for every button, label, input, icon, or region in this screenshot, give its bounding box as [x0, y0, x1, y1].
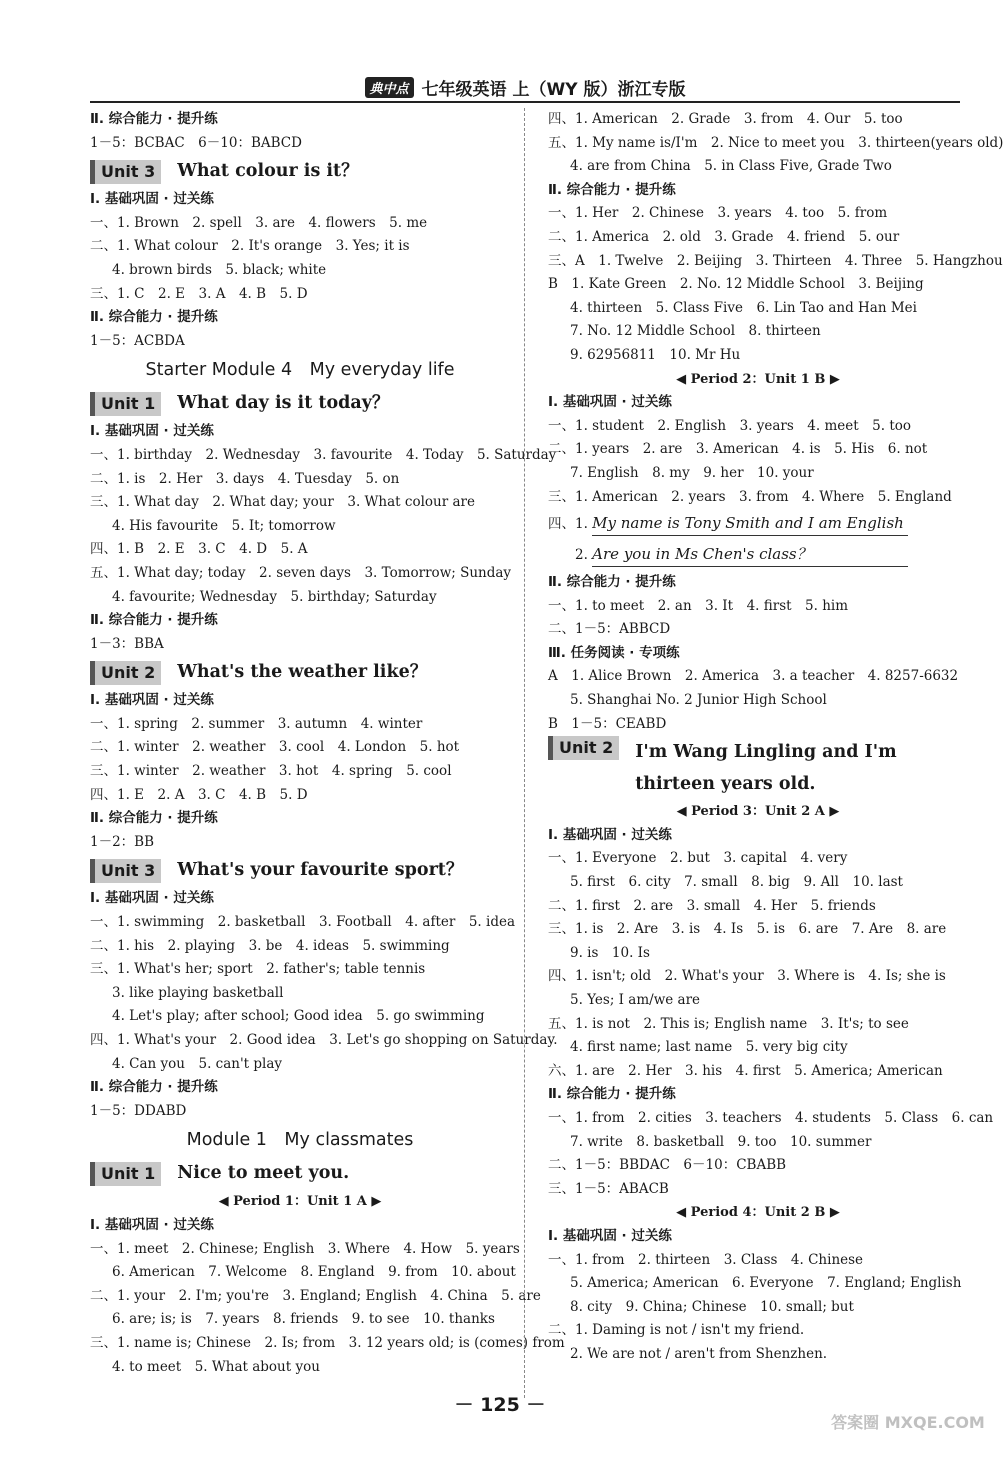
unit-title: What's your favourite sport？ — [177, 860, 464, 881]
answer-line: 三、1. is 2. Are 3. is 4. Is 5. is 6. are 7. Are 8. are — [548, 921, 947, 938]
answer-line: 一、1. student 2. English 3. years 4. meet 5. too — [548, 417, 912, 434]
section-heading: Ⅱ. 综合能力 · 提升练 — [548, 1086, 676, 1103]
module-heading: Starter Module 4 My everyday life — [145, 360, 455, 381]
period-heading: ◀ Period 1：Unit 1 A ▶ — [218, 1194, 382, 1210]
handwritten-sentence: Are you in Ms Chen's class？ — [592, 544, 908, 567]
handwritten-answer-line — [548, 509, 968, 540]
unit-tag: Unit 1 — [90, 1162, 161, 1186]
answer-number: 2. — [548, 547, 593, 564]
brand-logo: 典中点 — [365, 77, 414, 98]
section-heading: Ⅱ. 综合能力 · 提升练 — [90, 612, 218, 629]
site-watermark: 答案圈 MXQE.COM — [831, 1413, 985, 1432]
answer-line: 4. thirteen 5. Class Five 6. Lin Tao and Han Mei — [570, 299, 917, 316]
unit-title: Nice to meet you. — [177, 1163, 350, 1184]
answer-line: 二、1. is 2. Her 3. days 4. Tuesday 5. on — [90, 470, 400, 487]
module-heading: Module 1 My classmates — [186, 1130, 414, 1151]
answer-line: 六、1. are 2. Her 3. his 4. first 5. America; American — [548, 1062, 943, 1079]
answer-line: 2. We are not / aren't from Shenzhen. — [570, 1345, 828, 1362]
section-heading: Ⅱ. 综合能力 · 提升练 — [548, 574, 676, 591]
answer-line: 三、1. What's her; sport 2. father's; table tennis — [90, 961, 426, 978]
answer-line: 5. first 6. city 7. small 8. big 9. All 10. last — [570, 874, 903, 891]
section-heading: Ⅰ. 基础巩固 · 过关练 — [548, 1227, 672, 1244]
answer-line: 1－5：ACBDA — [90, 332, 185, 349]
unit-title: What colour is it？ — [177, 161, 359, 182]
answer-line: 三、1. American 2. years 3. from 4. Where 5. England — [548, 488, 952, 505]
unit-tag: Unit 1 — [90, 392, 161, 416]
unit-tag: Unit 2 — [90, 661, 161, 685]
handwritten-sentence: My name is Tony Smith and I am English — [592, 513, 908, 536]
answer-line: 四、1. isn't; old 2. What's your 3. Where is 4. Is; she is — [548, 968, 946, 985]
answer-line: 5. Shanghai No. 2 Junior High School — [570, 692, 827, 709]
answer-line: 三、1. winter 2. weather 3. hot 4. spring 5. cool — [90, 763, 452, 780]
answer-line: 四、1. American 2. Grade 3. from 4. Our 5. too — [548, 111, 903, 127]
answer-line: 4. brown birds 5. black; white — [112, 261, 327, 278]
answer-line: 一、1. to meet 2. an 3. It 4. first 5. him — [548, 597, 849, 614]
unit-tag: Unit 2 — [548, 736, 619, 760]
header-rule — [90, 101, 960, 103]
period-heading: ◀ Period 3：Unit 2 A ▶ — [676, 804, 840, 820]
answer-line: B 1. Kate Green 2. No. 12 Middle School 3. Beijing — [548, 276, 924, 293]
answer-line: 二、1. his 2. playing 3. be 4. ideas 5. swimming — [90, 937, 450, 954]
answer-line: 4. first name; last name 5. very big city — [570, 1039, 848, 1056]
answer-line: 一、1. swimming 2. basketball 3. Football 4. after 5. idea — [90, 914, 515, 931]
section-heading: Ⅰ. 基础巩固 · 过关练 — [548, 826, 672, 843]
answer-line: 三、1. What day 2. What day; your 3. What colour are — [90, 494, 475, 511]
answer-line: 4. His favourite 5. It; tomorrow — [112, 517, 336, 534]
answer-line: B 1－5：CEABD — [548, 715, 667, 732]
answer-line: 五、1. is not 2. This is; English name 3. It's; to see — [548, 1015, 909, 1032]
answer-line: 4. Let's play; after school; Good idea 5. go swimming — [112, 1008, 485, 1025]
answer-line: 9. is 10. Is — [570, 944, 650, 961]
answer-line: 四、1. E 2. A 3. C 4. B 5. D — [90, 786, 308, 803]
answer-line: 四、1. What's your 2. Good idea 3. Let's go shopping on Saturday. — [90, 1032, 558, 1048]
answer-line: 5. Yes; I am/we are — [570, 992, 701, 1008]
answer-line: 二、1. your 2. I'm; you're 3. England; English 4. China 5. are — [90, 1287, 541, 1304]
answer-line: 三、A 1. Twelve 2. Beijing 3. Thirteen 4. Three 5. Hangzhou — [548, 252, 1003, 269]
answer-line: 4. favourite; Wednesday 5. birthday; Saturday — [112, 588, 437, 605]
unit-heading — [90, 387, 510, 420]
answer-line: 一、1. from 2. cities 3. teachers 4. students 5. Class 6. can — [548, 1109, 994, 1126]
answer-line: 4. to meet 5. What about you — [112, 1358, 320, 1375]
section-heading: Ⅱ. 综合能力 · 提升练 — [90, 1079, 218, 1096]
page-header — [90, 74, 960, 100]
unit-title: What's the weather like？ — [177, 662, 428, 683]
section-heading: Ⅰ. 基础巩固 · 过关练 — [548, 394, 672, 411]
answer-line: 4. are from China 5. in Class Five, Grade Two — [570, 158, 892, 175]
answer-line: 7. English 8. my 9. her 10. your — [570, 464, 814, 481]
unit-tag: Unit 3 — [90, 160, 161, 184]
book-title: 七年级英语 上（WY 版）浙江专版 — [421, 79, 686, 100]
answer-line: 一、1. Her 2. Chinese 3. years 4. too 5. from — [548, 205, 888, 222]
unit-title: What day is it today？ — [177, 393, 390, 414]
column-divider — [524, 108, 525, 1398]
answer-line: 一、1. Brown 2. spell 3. are 4. flowers 5. me — [90, 214, 428, 231]
period-heading: ◀ Period 2：Unit 1 B ▶ — [676, 371, 840, 387]
answer-line: 一、1. spring 2. summer 3. autumn 4. winter — [90, 715, 423, 732]
section-heading: Ⅰ. 基础巩固 · 过关练 — [90, 890, 214, 907]
section-heading: Ⅱ. 综合能力 · 提升练 — [90, 810, 218, 827]
answer-line: 四、1. B 2. E 3. C 4. D 5. A — [90, 541, 308, 558]
answer-line: 7. write 8. basketball 9. too 10. summer — [570, 1133, 872, 1150]
answer-line: 6. are; is; is 7. years 8. friends 9. to see 10. thanks — [112, 1311, 495, 1328]
answer-line: 1－5：DDABD — [90, 1102, 187, 1119]
section-heading: Ⅰ. 基础巩固 · 过关练 — [90, 692, 214, 709]
unit-title: I'm Wang Lingling and I'm thirteen years old. — [635, 742, 897, 795]
answer-line: 4. Can you 5. can't play — [112, 1055, 283, 1072]
answer-line: 二、1. years 2. are 3. American 4. is 5. His 6. not — [548, 441, 928, 458]
answer-line: 一、1. birthday 2. Wednesday 3. favourite 4. Today 5. Saturday — [90, 446, 557, 463]
section-heading: Ⅲ. 任务阅读 · 专项练 — [548, 644, 680, 661]
answer-line: 三、1. C 2. E 3. A 4. B 5. D — [90, 285, 308, 302]
answer-number: 四、1. — [548, 516, 593, 533]
answer-line: 一、1. Everyone 2. but 3. capital 4. very — [548, 850, 848, 867]
answer-line: 二、1. Daming is not / isn't my friend. — [548, 1322, 805, 1339]
answer-line: 二、1. America 2. old 3. Grade 4. friend 5. our — [548, 228, 900, 245]
answer-line: 9. 62956811 10. Mr Hu — [570, 346, 741, 363]
answer-line: 二、1. What colour 2. It's orange 3. Yes; it is — [90, 238, 410, 255]
answer-line: 五、1. My name is/I'm 2. Nice to meet you 3. thirteen(years old) — [548, 134, 1003, 151]
left-column — [90, 108, 565, 1379]
section-heading: Ⅰ. 基础巩固 · 过关练 — [90, 191, 214, 208]
answer-line: 8. city 9. China; Chinese 10. small; but — [570, 1298, 854, 1315]
answer-line: 1－2：BB — [90, 833, 155, 850]
answer-line: 五、1. What day; today 2. seven days 3. Tomorrow; Sunday — [90, 564, 512, 581]
answer-line: 5. America; American 6. Everyone 7. England; English — [570, 1275, 962, 1292]
period-heading: ◀ Period 4：Unit 2 B ▶ — [676, 1205, 840, 1221]
answer-line: 二、1－5：ABBCD — [548, 621, 671, 638]
section-heading: Ⅰ. 基础巩固 · 过关练 — [90, 423, 214, 440]
answer-line: 1－3：BBA — [90, 635, 164, 652]
answer-line: A 1. Alice Brown 2. America 3. a teacher 4. 8257-6632 — [548, 668, 959, 685]
answer-line: 一、1. from 2. thirteen 3. Class 4. Chinese — [548, 1251, 864, 1268]
section-heading: Ⅱ. 综合能力 · 提升练 — [90, 309, 218, 326]
page-number: － 125 － — [454, 1394, 546, 1416]
answer-line: 三、1－5：ABACB — [548, 1180, 669, 1197]
right-column — [548, 108, 1003, 1367]
answer-line: 二、1. first 2. are 3. small 4. Her 5. friends — [548, 897, 876, 914]
unit-heading — [548, 736, 968, 800]
unit-heading — [90, 656, 510, 689]
unit-heading — [90, 1157, 510, 1190]
answer-line: 1－5：BCBAC 6－10：BABCD — [90, 134, 302, 151]
answer-line: 7. No. 12 Middle School 8. thirteen — [570, 323, 821, 340]
unit-heading — [90, 155, 510, 188]
answer-line: 3. like playing basketball — [112, 984, 284, 1001]
answer-line: 三、1. name is; Chinese 2. Is; from 3. 12 years old; is (comes) from — [90, 1334, 565, 1351]
answer-line: 6. American 7. Welcome 8. England 9. from 10. about — [112, 1264, 516, 1281]
unit-tag: Unit 3 — [90, 859, 161, 883]
answer-line: 一、1. meet 2. Chinese; English 3. Where 4. How 5. years — [90, 1240, 520, 1257]
handwritten-answer-line — [548, 540, 968, 571]
unit-heading — [90, 854, 510, 887]
section-heading: Ⅰ. 基础巩固 · 过关练 — [90, 1216, 214, 1233]
answer-line: 二、1. winter 2. weather 3. cool 4. London 5. hot — [90, 739, 460, 756]
answer-line: 二、1－5：BBDAC 6－10：CBABB — [548, 1157, 787, 1174]
section-heading: Ⅱ. 综合能力 · 提升练 — [548, 181, 676, 198]
section-heading: Ⅱ. 综合能力 · 提升练 — [90, 111, 218, 127]
